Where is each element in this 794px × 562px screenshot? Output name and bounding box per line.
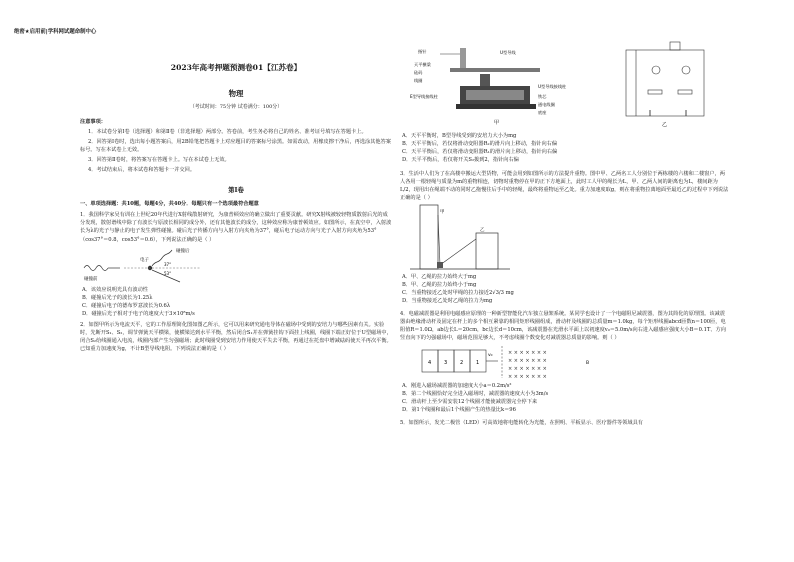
note-item: 4．考试结束后，将本试卷和答题卡一并交回。: [88, 167, 196, 174]
corner-header: 绝密★启用前|学科网试题命制中心: [14, 29, 97, 35]
figure-jia-label: 甲: [494, 120, 500, 126]
q2-option-c: C．天平平衡后，若仅将滑动变阻器R₁的滑片向上移动，指针向右偏: [402, 149, 558, 156]
note-item: 3．回答第Ⅱ卷时，将答案写在答题卡上。写在本试卷上无效。: [88, 157, 230, 164]
pulley-diagram: [400, 203, 520, 273]
label-coil: 线圈: [414, 78, 423, 83]
note-item: 1．本试卷分第Ⅰ卷（选择题）和第Ⅱ卷（非选择题）两部分。答卷前，考生务必将自己的姓名、准考证号填写在答题卡上。: [88, 129, 367, 136]
label-weight: 砝码: [414, 70, 423, 75]
photon-out-label: 碰撞后: [176, 248, 190, 254]
photon-in-label: 碰撞前: [84, 276, 98, 282]
q4-option-c: C．滑动杆上至少需安装12个线圈才能使减震器完全停下来: [402, 399, 538, 406]
q3-option-a: A．甲、乙绳的拉力始终大于mg: [402, 273, 477, 280]
page-title: 2023年高考押题预测卷01【江苏卷】: [170, 63, 302, 72]
svg-text:× × × × × × ×: × × × × × × ×: [508, 350, 547, 356]
subject-title: 物理: [228, 88, 244, 98]
volume-heading: 第Ⅰ卷: [228, 186, 244, 195]
jia-label: 甲: [440, 209, 445, 215]
coil-2: 2: [460, 360, 464, 366]
coil-1: 1: [476, 360, 480, 366]
q4-option-a: A．刚进入磁场减震器的加速度大小a＝0.2m/s²: [402, 383, 512, 389]
question-2: 2．如图甲所示为电流天平，它的工作原理简化图如图乙所示，它可以用来研究通电导体在磁场中受到的安培力与哪些因素有关。实验时，先断开S₁、S₂，调节弹簧天平横梁，使横梁达到水平平衡，然后闭合S₁并在弹簧挂钩下面挂上线圈，线圈下端正好位于U型磁场中，闭合S₂给线圈通入电流，线圈内部产生匀强磁场；此时线圈受到安培力作用使天平失去平衡，再通过在托盘中增减砝码使天平再次平衡。已知重力加速度为g，不计B型导线电阻。下列说法正确的是（ ）: [80, 321, 392, 353]
section-heading: 一、单项选择题：共10题，每题4分，共40分．每题只有一个选项最符合题意: [80, 201, 259, 208]
note-item: 2．回答第Ⅰ卷时，选出每小题答案后，用2B铅笔把答题卡上对应题目的答案标号涂黑。如需改动，用橡皮擦干净后，再选涂其他答案标号。写在本试卷上无效。: [80, 139, 391, 154]
notes-label: 注意事项：: [80, 118, 106, 125]
magnetic-field-crosses: [508, 350, 547, 380]
q2-option-d: D．天平平衡后，若仅将开关S₂拨到2，指针向右偏: [402, 157, 519, 164]
q1-option-b: B．碰撞后光子的波长为1.25λ: [82, 294, 153, 301]
angle-37-label: 37°: [164, 261, 172, 267]
label-core: 铁芯: [538, 94, 547, 99]
label-e-terminal: E型导线接线柱: [410, 94, 438, 99]
label-beam: 天平横梁: [414, 62, 431, 67]
question-4: 4．电磁减震器是利用电磁感应原理的一种新型智能化汽车独立悬架系统。某同学也设计了一个电磁阻尼减震器，图为其简化的原理图。该减震器由绝缘滑动杆及固定在杆上的多个相互紧靠的相同矩形线圈组成，滑动杆及线圈的总质量m＝1.0kg，每个矩形线圈abcd匝数n＝100匝，电阻值R＝1.0Ω，ab边长L＝20cm，bc边长d＝10cm，该减震器在光滑水平面上以初速度v₀＝5.0m/s向右进入磁感应强度大小B＝0.1T、方向竖直向下的匀强磁场中，磁场范围足够大，不考虑线圈个数变化对减震器总质量的影响。则（ ）: [400, 310, 726, 341]
svg-text:× × × × × × ×: × × × × × × ×: [508, 366, 547, 372]
coil-4: 4: [428, 360, 432, 366]
compton-diagram: [80, 244, 220, 286]
label-energized-coil: 通电线圈: [538, 102, 555, 107]
left-column: [80, 40, 392, 353]
coil-3: 3: [444, 360, 448, 366]
current-balance-figure: [400, 40, 730, 132]
damper-figure: [400, 342, 730, 382]
q4-option-b: B．第二个线圈恰好完全进入磁场时，减震器的速度大小为3m/s: [402, 391, 549, 398]
yi-label: 乙: [480, 227, 485, 233]
q1-option-a: A．该效应说明光具有波动性: [82, 286, 148, 293]
current-balance-diagram: [400, 40, 730, 132]
angle-53-label: 53°: [164, 270, 172, 276]
label-u-wire: U型导线: [500, 50, 516, 55]
question-3: 3．生活中人们为了在高楼中搬运大型货物，可能会用到如图所示的方法提升重物。图中甲、乙两名工人分别位于两栋楼的六楼和二楼窗户，两人各用一根轻绳与质量为m的重物相连，切物时重物停在甲的正下方地面上，此时工人甲的绳长为L，甲、乙两人间的距离也为L，楼间距为L/2，现用出在绳端不动的同时乙拖慢往后手中的轻绳，最终将重物运至乙处。重力加速度取g，则在将重物拉离地面至最近乙的过程中下列说法正确的是（ ）: [400, 171, 729, 202]
right-column: [400, 40, 730, 427]
exam-meta: （考试时间：75分钟 试卷满分：100分）: [189, 104, 283, 111]
question-5: 5．如图所示，发光二极管（LED）可高效地将电能转化为光能，在照明、平板显示、医疗器件等领域具有: [400, 420, 643, 427]
label-pointer: 指针: [418, 49, 427, 54]
q3-option-d: D．当重物接近乙处时乙绳的拉力为mg: [402, 297, 493, 304]
pulley-figure: [400, 203, 730, 273]
v0-label: v₀: [488, 353, 493, 358]
label-base: 底座: [538, 110, 547, 115]
question-1: 1．我国科学家吴有训在上世纪20年代进行X射线散射研究，为康普顿效应的确立做出了重要贡献。研究X射线被较轻物质散射后光的成分发现，散射谱线中除了有波长与原波长相同的成分外，还有其他波长的成分，这种效应称为康普顿效应。如图所示，在真空中，入射波长为λ的光子与静止的电子发生弹性碰撞。碰后光子传播方向与入射方向夹角为37°，碰后电子运动方向与光子入射方向夹角为53°（cos37°＝0.8，cos53°＝0.6），下列说法正确的是（ ）: [80, 212, 392, 243]
compton-figure: [80, 244, 392, 286]
label-u-terminal: U型导线接线柱: [538, 84, 567, 89]
q1-option-c: C．碰撞后电子的德布罗意波长为0.6λ: [82, 302, 171, 309]
q1-option-d: D．碰撞后光子相对于电子的速度大于3×10⁸m/s: [82, 310, 195, 317]
q4-option-d: D．第1个线圈和最后1个线圈产生的热量比k＝96: [402, 407, 516, 414]
b-label: B: [586, 361, 590, 366]
svg-text:× × × × × × ×: × × × × × × ×: [508, 374, 547, 380]
q2-option-a: A．天平平衡时，B型导线受到的安培力大小为mg: [402, 133, 517, 139]
figure-yi-label: 乙: [662, 122, 668, 128]
electron-label: 电子: [140, 257, 149, 263]
q2-option-b: B．天平平衡后，若仅将滑动变阻器R₂的滑片向上移动，指针向右偏: [402, 141, 558, 148]
q3-option-c: C．当重物接近乙处时甲绳的拉力接近2√3/3 mg: [402, 289, 514, 296]
q3-option-b: B．甲、乙绳的拉力始终小于mg: [402, 281, 477, 288]
svg-text:× × × × × × ×: × × × × × × ×: [508, 358, 547, 364]
damper-diagram: [400, 342, 600, 382]
